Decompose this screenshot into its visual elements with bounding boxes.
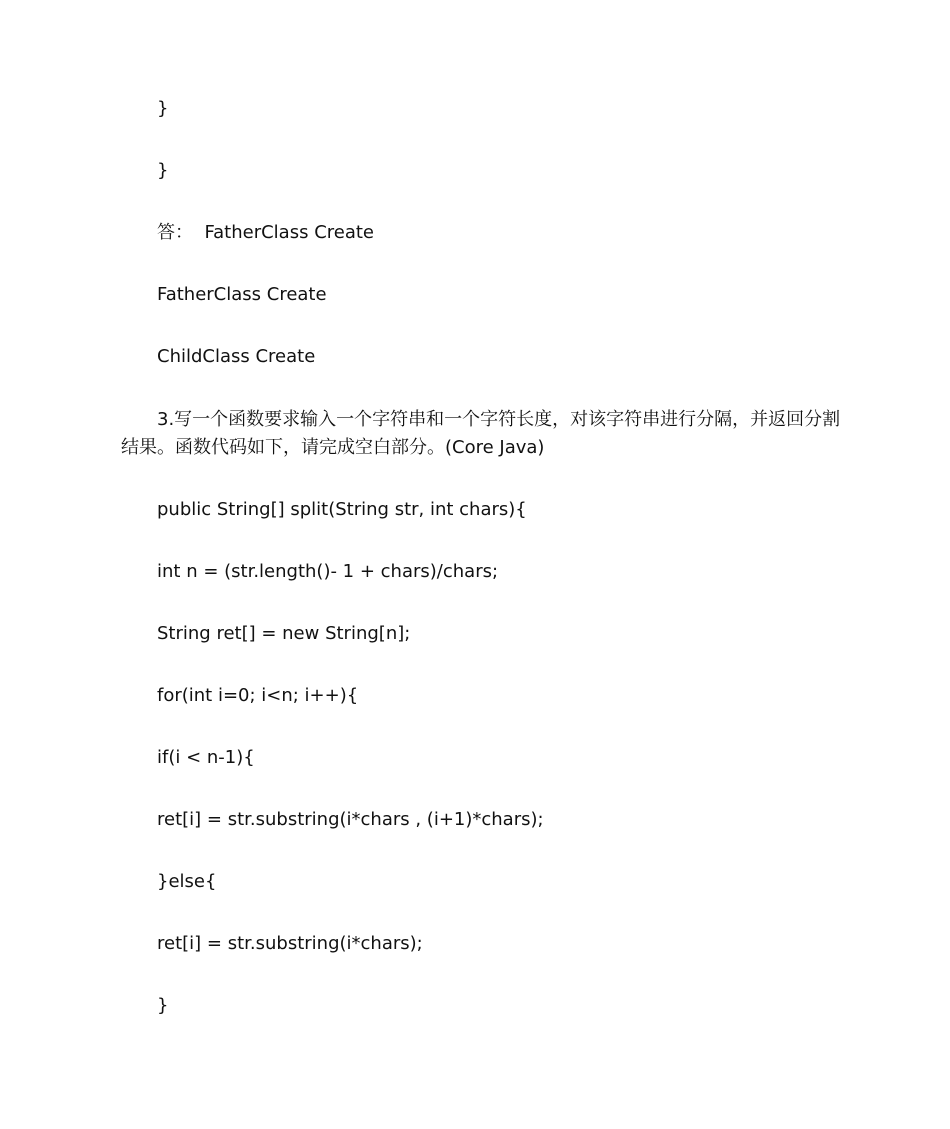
code-line: String ret[] = new String[n]; xyxy=(157,623,411,644)
code-line: ret[i] = str.substring(i*chars , (i+1)*chars); xyxy=(157,809,544,830)
output-line: ChildClass Create xyxy=(157,346,316,367)
code-line: if(i < n-1){ xyxy=(157,747,255,768)
code-line: } xyxy=(157,995,169,1016)
code-line: public String[] split(String str, int chars){ xyxy=(157,499,527,520)
code-line: }else{ xyxy=(157,871,217,892)
closing-brace: } xyxy=(157,160,169,181)
question-paragraph: 3.写一个函数要求输入一个字符串和一个字符长度，对该字符串进行分隔，并返回分割结果。函数代码如下，请完成空白部分。(Core Java) xyxy=(121,409,841,458)
answer-line: 答： FatherClass Create xyxy=(157,222,375,243)
output-line: FatherClass Create xyxy=(157,284,327,305)
closing-brace: } xyxy=(157,98,169,119)
code-line: ret[i] = str.substring(i*chars); xyxy=(157,933,423,954)
code-line: for(int i=0; i<n; i++){ xyxy=(157,685,359,706)
code-line: int n = (str.length()- 1 + chars)/chars; xyxy=(157,561,499,582)
